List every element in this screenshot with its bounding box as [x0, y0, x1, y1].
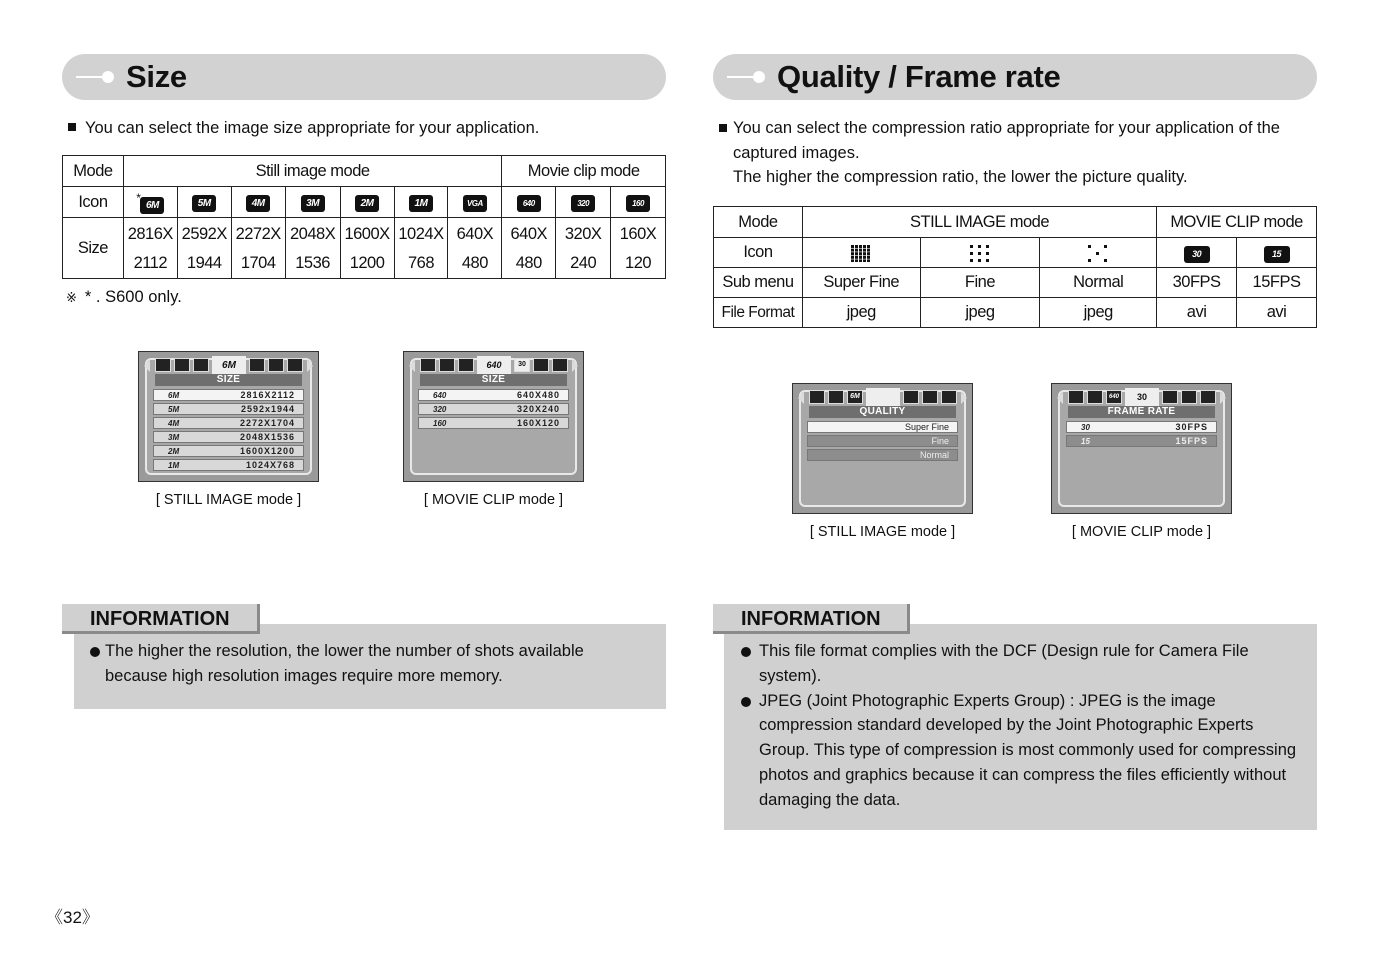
quality-dot — [867, 259, 870, 262]
toolbar-icon — [922, 390, 938, 404]
selected-size-icon: 640 — [477, 356, 511, 374]
quality-dot — [859, 245, 862, 248]
option-label: 2048X1536 — [239, 432, 295, 442]
size-5m-icon: 5M — [192, 195, 216, 212]
size-footnote — [66, 288, 182, 307]
size-height: 1536 — [295, 254, 330, 272]
size-6m-icon: 6M — [847, 390, 863, 404]
menu-option[interactable] — [153, 417, 304, 429]
size-height: 2112 — [133, 254, 168, 272]
quality-intro-text-2: The higher the compression ratio, the lower the picture quality. — [733, 168, 1188, 186]
quality-info-text — [741, 639, 1301, 813]
size-height: 1200 — [349, 254, 385, 272]
size-height: 768 — [407, 254, 434, 272]
table-label-icon: Icon — [714, 238, 803, 268]
format-cell: avi — [1237, 298, 1317, 328]
fps-icon-cell — [1237, 238, 1317, 268]
quality-title: Quality / Frame rate — [777, 59, 1061, 94]
star-mark: * — [136, 190, 141, 205]
left-arrow-icon — [1057, 392, 1063, 404]
quality-dot — [855, 255, 858, 258]
size-value-cell — [177, 218, 231, 279]
quality-dot — [863, 259, 866, 262]
movie-size-screen — [403, 351, 584, 482]
quality-dot — [863, 255, 866, 258]
size-width: 320X — [564, 225, 602, 243]
size-value-cell — [611, 218, 666, 279]
screen-menu-title: SIZE — [155, 374, 302, 386]
submenu-cell: Super Fine — [802, 268, 920, 298]
right-arrow-icon — [961, 392, 967, 404]
quality-icon-cell — [802, 238, 920, 268]
toolbar-icon — [1162, 390, 1178, 404]
size-4m-icon: 4M — [246, 195, 270, 212]
title-dot-decoration — [753, 71, 765, 83]
size-value-cell — [556, 218, 611, 279]
toolbar-icon — [193, 358, 209, 372]
size-icon-cell — [231, 187, 285, 218]
menu-option[interactable] — [1066, 435, 1217, 447]
toolbar-icon — [287, 358, 303, 372]
menu-option[interactable] — [807, 449, 958, 461]
quality-dot — [851, 245, 854, 248]
toolbar-icon — [249, 358, 265, 372]
option-label: Super Fine — [904, 422, 949, 432]
table-label-format: File Format — [714, 298, 803, 328]
size-footnote-text: * . S600 only. — [84, 288, 182, 306]
size-640-icon: 640 — [1106, 390, 1122, 404]
size-6m-icon: 6M — [140, 197, 164, 214]
quality-dot — [855, 245, 858, 248]
quality-dot — [851, 255, 854, 258]
option-icon: 30 — [1081, 422, 1090, 432]
table-row-icons — [714, 238, 1317, 268]
size-intro-text: You can select the image size appropriate for your application. — [85, 119, 540, 137]
size-height: 1704 — [240, 254, 276, 272]
option-label: 640X480 — [516, 390, 560, 400]
size-height: 240 — [570, 254, 597, 272]
quality-dot — [978, 259, 981, 262]
still-quality-caption: [ STILL IMAGE mode ] — [809, 524, 956, 540]
info-bullet: The higher the resolution, the lower the number of shots available because high resolution images require more memory. — [90, 639, 650, 689]
quality-dot — [1104, 259, 1107, 262]
quality-info-tab: INFORMATION — [713, 604, 910, 634]
menu-option[interactable] — [1066, 421, 1217, 433]
quality-dot — [859, 252, 862, 255]
size-height: 480 — [461, 254, 488, 272]
screen-menu-rows — [807, 421, 958, 463]
still-size-caption: [ STILL IMAGE mode ] — [155, 492, 302, 508]
option-icon: 3M — [168, 432, 180, 442]
screen-toolbar — [155, 356, 303, 374]
quality-dot — [986, 245, 989, 248]
menu-option[interactable] — [153, 431, 304, 443]
still-quality-screen — [792, 383, 973, 514]
option-label: Normal — [919, 450, 949, 460]
size-icon-cell — [611, 187, 666, 218]
table-header-mode: Mode — [714, 207, 803, 238]
fine-icon — [969, 244, 991, 262]
quality-dot — [986, 252, 989, 255]
size-icon-cell — [502, 187, 556, 218]
size-icon-cell — [556, 187, 611, 218]
quality-dot — [978, 245, 981, 248]
quality-dot — [851, 248, 854, 251]
size-icon-cell — [177, 187, 231, 218]
screen-toolbar — [420, 356, 568, 374]
quality-icon-cell — [1040, 238, 1157, 268]
option-icon: 5M — [168, 404, 180, 414]
size-value-cell — [285, 218, 340, 279]
square-bullet-icon — [719, 124, 727, 132]
toolbar-icon — [809, 390, 825, 404]
size-title: Size — [126, 59, 187, 94]
movie-framerate-caption: [ MOVIE CLIP mode ] — [1071, 524, 1212, 540]
table-label-icon: Icon — [63, 187, 124, 218]
toolbar-icon — [458, 358, 474, 372]
quality-dot — [863, 252, 866, 255]
quality-dot — [863, 248, 866, 251]
toolbar-icon — [155, 358, 171, 372]
quality-dot — [863, 245, 866, 248]
menu-option[interactable] — [418, 403, 569, 415]
round-bullet-icon — [90, 647, 100, 657]
round-bullet-icon — [741, 647, 751, 657]
table-header-still: Still image mode — [123, 156, 501, 187]
option-label: Fine — [931, 436, 949, 446]
size-2m-icon: 2M — [355, 195, 379, 212]
toolbar-icon — [1200, 390, 1216, 404]
toolbar-icon — [552, 358, 568, 372]
menu-option[interactable] — [418, 417, 569, 429]
size-value-cell — [502, 218, 556, 279]
screen-menu-rows — [1066, 421, 1217, 449]
menu-option[interactable] — [153, 445, 304, 457]
size-vga-icon: VGA — [463, 195, 487, 212]
toolbar-icon — [903, 390, 919, 404]
left-arrow-icon — [798, 392, 804, 404]
quality-icon-cell — [920, 238, 1040, 268]
option-icon: 6M — [168, 390, 180, 400]
size-value-cell — [340, 218, 394, 279]
screen-menu-rows — [153, 389, 304, 473]
fps-icon: 30 — [514, 358, 530, 372]
size-icon-cell — [123, 187, 177, 218]
quality-table — [713, 206, 1317, 328]
size-title-bar — [62, 54, 666, 100]
menu-option[interactable] — [153, 403, 304, 415]
quality-dot — [855, 248, 858, 251]
size-height: 1944 — [186, 254, 222, 272]
quality-dot — [867, 255, 870, 258]
size-icon-cell — [394, 187, 448, 218]
option-icon: 320 — [433, 404, 447, 414]
submenu-cell: Fine — [920, 268, 1040, 298]
screen-toolbar — [809, 388, 957, 406]
round-bullet-icon — [741, 697, 751, 707]
normal-icon — [1087, 244, 1109, 262]
table-row-submenu — [714, 268, 1317, 298]
title-dot-decoration — [102, 71, 114, 83]
menu-option[interactable] — [418, 389, 569, 401]
menu-option[interactable] — [807, 421, 958, 433]
page-number: 《32》 — [46, 908, 99, 927]
table-label-size: Size — [63, 218, 124, 279]
submenu-cell: 30FPS — [1157, 268, 1237, 298]
toolbar-icon — [1181, 390, 1197, 404]
movie-framerate-screen — [1051, 383, 1232, 514]
table-row-icons — [63, 187, 666, 218]
size-table — [62, 155, 666, 279]
selected-fps-icon: 30 — [1125, 388, 1159, 406]
quality-dot — [986, 259, 989, 262]
size-value-cell — [394, 218, 448, 279]
still-size-screen — [138, 351, 319, 482]
quality-dot — [1104, 245, 1107, 248]
toolbar-icon — [941, 390, 957, 404]
size-1m-icon: 1M — [409, 195, 433, 212]
size-160-icon: 160 — [626, 195, 650, 212]
size-width: 640X — [510, 225, 548, 243]
format-cell: jpeg — [1040, 298, 1157, 328]
right-arrow-icon — [572, 360, 578, 372]
size-3m-icon: 3M — [301, 195, 325, 212]
table-header-movie: Movie clip mode — [502, 156, 666, 187]
table-label-submenu: Sub menu — [714, 268, 803, 298]
right-arrow-icon — [1220, 392, 1226, 404]
fps-15-icon: 15 — [1264, 246, 1290, 263]
toolbar-icon — [268, 358, 284, 372]
option-icon: 4M — [168, 418, 180, 428]
option-icon: 1M — [168, 460, 180, 470]
toolbar-icon — [439, 358, 455, 372]
format-cell: jpeg — [920, 298, 1040, 328]
quality-dot — [855, 259, 858, 262]
quality-dot — [859, 259, 862, 262]
info-bullet: JPEG (Joint Photographic Experts Group) : JPEG is the image compression standard developed by the Joint Photographic Experts Group. This type of compression is most commonly used for compressing photos and graphics because it can compress the files efficiently without damaging the data. — [741, 689, 1301, 813]
option-label: 1024X768 — [245, 460, 295, 470]
toolbar-icon — [828, 390, 844, 404]
size-intro — [68, 116, 658, 141]
quality-intro-text: You can select the compression ratio appropriate for your application of the captured images. — [733, 119, 1280, 162]
quality-dot — [978, 252, 981, 255]
toolbar-icon — [174, 358, 190, 372]
quality-dot — [867, 252, 870, 255]
format-cell: jpeg — [802, 298, 920, 328]
option-label: 2592x1944 — [240, 404, 295, 414]
toolbar-icon — [533, 358, 549, 372]
menu-option[interactable] — [153, 389, 304, 401]
fps-30-icon: 30 — [1184, 246, 1210, 263]
fps-icon-cell — [1157, 238, 1237, 268]
option-icon: 2M — [168, 446, 180, 456]
option-label: 320X240 — [516, 404, 560, 414]
submenu-cell: Normal — [1040, 268, 1157, 298]
table-row-sizes — [63, 218, 666, 279]
right-arrow-icon — [307, 360, 313, 372]
toolbar-icon — [1087, 390, 1103, 404]
quality-dot — [859, 255, 862, 258]
size-height: 480 — [515, 254, 542, 272]
size-320-icon: 320 — [571, 195, 595, 212]
square-bullet-icon — [68, 123, 76, 131]
toolbar-icon — [420, 358, 436, 372]
quality-dot — [970, 252, 973, 255]
selected-size-icon: 6M — [212, 356, 246, 374]
format-cell: avi — [1157, 298, 1237, 328]
option-label: 1600X1200 — [239, 446, 295, 456]
option-icon: 640 — [433, 390, 447, 400]
quality-dot — [1088, 259, 1091, 262]
table-header-still: STILL IMAGE mode — [802, 207, 1156, 238]
size-width: 1600X — [344, 225, 390, 243]
size-width: 160X — [619, 225, 657, 243]
quality-dot — [851, 259, 854, 262]
size-info-tab: INFORMATION — [62, 604, 260, 634]
size-width: 1024X — [398, 225, 444, 243]
screen-menu-title: FRAME RATE — [1068, 406, 1215, 418]
option-icon: 15 — [1081, 436, 1090, 446]
table-header-movie: MOVIE CLIP mode — [1157, 207, 1317, 238]
screen-toolbar — [1068, 388, 1216, 406]
quality-dot — [867, 245, 870, 248]
quality-dot — [970, 245, 973, 248]
size-info-text — [90, 639, 650, 689]
size-icon-cell — [285, 187, 340, 218]
size-width: 2592X — [181, 225, 227, 243]
reference-mark-icon: ※ — [66, 290, 77, 305]
quality-intro — [719, 116, 1289, 190]
size-width: 640X — [456, 225, 494, 243]
option-icon: 160 — [433, 418, 447, 428]
option-label: 15FPS — [1175, 436, 1208, 446]
size-width: 2272X — [235, 225, 281, 243]
toolbar-icon — [1068, 390, 1084, 404]
info-bullet: This file format complies with the DCF (Design rule for Camera File system). — [741, 639, 1301, 689]
table-header-mode: Mode — [63, 156, 124, 187]
size-icon-cell — [448, 187, 502, 218]
quality-dot — [1088, 245, 1091, 248]
selected-quality-icon — [866, 388, 900, 406]
left-arrow-icon — [409, 360, 415, 372]
screen-menu-title: SIZE — [420, 374, 567, 386]
quality-dot — [867, 248, 870, 251]
option-label: 160X120 — [516, 418, 560, 428]
quality-dot — [970, 259, 973, 262]
submenu-cell: 15FPS — [1237, 268, 1317, 298]
left-arrow-icon — [144, 360, 150, 372]
super-fine-icon — [850, 244, 872, 262]
size-height: 120 — [625, 254, 652, 272]
quality-dot — [855, 252, 858, 255]
movie-size-caption: [ MOVIE CLIP mode ] — [423, 492, 564, 508]
size-width: 2048X — [290, 225, 336, 243]
size-width: 2816X — [127, 225, 173, 243]
menu-option[interactable] — [807, 435, 958, 447]
quality-dot — [859, 248, 862, 251]
menu-option[interactable] — [153, 459, 304, 471]
screen-menu-title: QUALITY — [809, 406, 956, 418]
option-label: 30FPS — [1175, 422, 1208, 432]
quality-dot — [851, 252, 854, 255]
size-value-cell — [123, 218, 177, 279]
screen-menu-rows — [418, 389, 569, 431]
size-640-icon: 640 — [517, 195, 541, 212]
option-label: 2272X1704 — [239, 418, 295, 428]
quality-title-bar — [713, 54, 1317, 100]
size-value-cell — [231, 218, 285, 279]
size-value-cell — [448, 218, 502, 279]
table-row-format — [714, 298, 1317, 328]
size-icon-cell — [340, 187, 394, 218]
option-label: 2816X2112 — [240, 390, 295, 400]
quality-dot — [1096, 252, 1099, 255]
